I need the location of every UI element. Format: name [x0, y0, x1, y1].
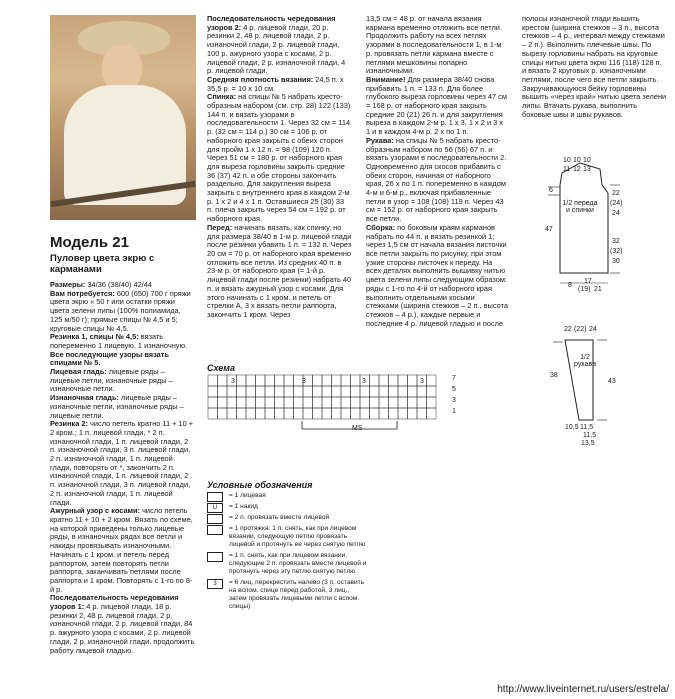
schema-cell — [341, 386, 351, 397]
col2-paragraph-text: начинать вязать, как спинку, но для размера 38/40 в 1-м р. лицевой глади после резинки убавить 1 п. = 132 п. Через 20 см = 70 р. от наборного края временно отложить все петли. Из средних 40 п. в 23-м р. от наборного края (= 1-й р. лицевой глади после резинки) набрать 40 п. и вязать ажурный узор с косами. Для этого начинать с 1 кром. и петель от стрелки А, 3 х вязать петли раппорта, закончить 1 кром. Через — [207, 222, 352, 319]
col1-paragraph-heading: Ажурный узор с косами: — [50, 506, 141, 516]
pattern1-top-5: 12 — [573, 166, 581, 173]
col1-paragraph-heading: Лицевая гладь: — [50, 367, 107, 377]
schema-cell — [256, 397, 266, 408]
schema-cell — [208, 408, 218, 419]
schema-cell — [370, 386, 380, 397]
model-title: Модель 21 — [50, 234, 129, 251]
column-4 — [522, 15, 667, 119]
schema-cell — [218, 375, 228, 386]
schema-cell — [408, 397, 418, 408]
pattern2-top-2: (22) — [574, 326, 587, 333]
schema-cell — [237, 386, 247, 397]
schema-cell — [227, 397, 237, 408]
schema-cell — [398, 386, 408, 397]
schema-cell — [313, 375, 323, 386]
col1-paragraph-text: лицевые ряды – изнаночные петли, изнаночные ряды – лицевые петли. — [50, 393, 184, 420]
col2-paragraph-text: 24,5 п. x 35,5 р. = 10 x 10 см. — [207, 74, 344, 93]
schema-row-3: 3 — [452, 397, 456, 404]
col1-paragraph-heading: Вам потребуется: — [50, 288, 115, 298]
schema-cell — [313, 408, 323, 419]
pattern2-bottom-3: 11,5 — [583, 432, 597, 439]
schema-cell — [417, 386, 427, 397]
pattern1-top-2: 10 — [573, 157, 581, 164]
schema-cell — [332, 375, 342, 386]
pattern1-bottom-4: 21 — [594, 286, 602, 293]
schema-cell-3b: 3 — [302, 378, 306, 385]
col3-paragraph-text: на спицы № 5 набрать кресто-образным набором по 56 (56) 67 п. и вязать узорами в последовательности 2. Одновременно для скосов прибавить с обеих сторон, начиная от наборного края, 26 x по 1 п. попеременно в каждом 4-м и 6-м р., включая прибавленные петли в узор = 108 (108) 119 п. Через 43 см = 152 р. от наборного края закрыть все петли. — [366, 135, 507, 224]
schema-cell — [275, 375, 285, 386]
pattern2-label: 1/2 рукава — [574, 354, 596, 368]
schema-cell — [379, 375, 389, 386]
schema-cell — [256, 408, 266, 419]
col3-paragraph-text: по боковым краям карманов набрать по 44 п. и вязать резинкой 1; через 1,5 см от начала вязания листочки все петли закрыть по рисунку, при этом узкие стороны листочек к переду. На всех деталях выполнить вышивку нитью цвета зелени липы следующим образом: ряды с 1-го по 4-й от наборного края выполнить отдельными косыми стежками (ширина стежков – 2 п., высота стежков – 4 р.), каждые первые и последние 4 р. лицевой гладью и после — [366, 222, 508, 328]
col3-paragraph-heading: Рукава: — [366, 135, 394, 145]
schema-cell — [246, 408, 256, 419]
column-3 — [366, 15, 509, 328]
col2-paragraph-heading: Спинка: — [207, 92, 237, 102]
schema-cell — [370, 408, 380, 419]
schema-cell — [208, 397, 218, 408]
schema-cell — [370, 397, 380, 408]
pattern-front-back — [540, 155, 660, 290]
col3-paragraph — [366, 137, 509, 224]
schema-cell — [265, 375, 275, 386]
schema-cell — [398, 408, 408, 419]
schema-cell — [360, 397, 370, 408]
schema-cell — [256, 386, 266, 397]
schema-cell — [265, 397, 275, 408]
schema-cell — [417, 397, 427, 408]
legend-item — [207, 525, 367, 549]
col1-paragraph — [50, 394, 195, 420]
col1-paragraph — [50, 351, 195, 368]
schema-cell — [303, 408, 313, 419]
pattern1-top-6: 13 — [583, 166, 591, 173]
schema-cell-3d: 3 — [420, 378, 424, 385]
pattern1-right-5: (32) — [610, 248, 623, 255]
pattern2-top-3: 24 — [589, 326, 597, 333]
schema-cell — [408, 408, 418, 419]
pattern2-right: 43 — [608, 378, 616, 385]
schema-cell — [427, 386, 437, 397]
schema-cell — [332, 408, 342, 419]
schema-ms-label: MS — [352, 425, 363, 432]
schema-cell — [389, 375, 399, 386]
legend-symbol-icon — [207, 514, 223, 524]
schema-cell-3c: 3 — [362, 378, 366, 385]
schema-cell — [237, 408, 247, 419]
col1-paragraph — [50, 333, 195, 350]
col1-paragraph-heading: Резинка 2: — [50, 419, 88, 429]
col2-paragraph-heading: Средняя плотность вязания: — [207, 74, 314, 84]
schema-cell — [294, 397, 304, 408]
legend-text: = 1 лицевая — [229, 492, 266, 499]
schema-cell-3a: 3 — [231, 378, 235, 385]
schema-cell — [246, 397, 256, 408]
schema-cell — [379, 386, 389, 397]
col1-paragraph-text: вязать попеременно 1 лицевую, 1 изнаночную. — [50, 332, 188, 350]
schema-cell — [303, 386, 313, 397]
schema-cell — [265, 386, 275, 397]
schema-cell — [370, 375, 380, 386]
col1-paragraph-heading: Последовательность чередования узоров 1: — [50, 593, 179, 612]
pattern1-right-4: 32 — [612, 238, 620, 245]
schema-cell — [313, 397, 323, 408]
col3-paragraph-heading: Внимание! — [366, 74, 406, 84]
schema-cell — [208, 375, 218, 386]
schema-cell — [275, 386, 285, 397]
schema-cell — [417, 408, 427, 419]
col1-paragraph-text: число петель кратно 11 + 10 + 2 кром.; 1 п. лицевой глади, * 2 п. изнаночной глади, 1 п. лицевой глади, 2 п. изнаночной глади, 3 п. лицевой глади, 2 п. изнаночной глади, 1 п. лицевой глади, повторять от *, закончить 2 п. изнаночной глади, 1 п. лицевой глади, 2 п. изнаночной глади, 3 п. лицевой глади, 2 п. изнаночной глади, 1 п. лицевой глади. — [50, 419, 194, 507]
col1-paragraph-heading: Резинка 1, спицы № 4,5: — [50, 332, 139, 342]
schema-cell — [256, 375, 266, 386]
schema-cell — [351, 386, 361, 397]
schema-cell — [341, 408, 351, 419]
pattern1-right-2: (24) — [610, 200, 623, 207]
pattern1-right-6: 30 — [612, 258, 620, 265]
schema-cell — [360, 386, 370, 397]
schema-cell — [408, 375, 418, 386]
schema-chart — [207, 374, 447, 444]
col1-paragraph-heading: Размеры: — [50, 280, 86, 289]
col1-paragraph-text: 4 р. лицевой глади, 18 р. резинки 2, 48 р. лицевой глади, 2 р. изнаночной глади, 2 р. лицевой глади, 84 р. ажурного узора с косами, 2 р. лицевой глади, 2 р. изнаночной глади, продолжить работу лицевой гладью. — [50, 602, 195, 655]
col1-paragraph — [50, 594, 195, 655]
schema-cell — [294, 386, 304, 397]
schema-cell — [246, 386, 256, 397]
col3-paragraph — [366, 76, 509, 137]
pattern2-bottom-4: 13,5 — [581, 440, 595, 447]
pattern1-left-small: 6 — [549, 187, 553, 194]
schema-cell — [275, 397, 285, 408]
schema-cell — [389, 397, 399, 408]
col3-paragraph-text: 13,5 см = 48 р. от начала вязания кармана временно отложить все петли. Продолжить работу на всех петлях узорами в последовательности 1, в 1-м р. провязать петли кармана вместе с петлями мешковины попарно изнаночными. — [366, 14, 502, 76]
col2-paragraph-text: 4 р. лицевой глади, 20 р. резинки 2, 48 р. лицевой глади, 2 р. изнаночной глади, 2 р. лицевой глади, 100 р. ажурного узора с косами, 2 р. лицевой глади, 2 р. изнаночной глади, 4 р. лицевой глади. — [207, 22, 346, 76]
pattern1-bottom-3: (19) — [578, 286, 591, 293]
col1-paragraph-text: лицевые ряды – лицевые петли, изнаночные ряды – изнаночные петли. — [50, 367, 173, 394]
schema-cell — [427, 375, 437, 386]
schema-cell — [389, 386, 399, 397]
pattern2-left: 38 — [550, 372, 558, 379]
schema-cell — [265, 408, 275, 419]
col1-paragraph — [50, 507, 195, 594]
schema-cell — [322, 397, 332, 408]
col2-paragraph — [207, 93, 352, 224]
schema-cell — [227, 386, 237, 397]
col1-paragraph-text: число петель кратно 11 + 10 + 2 кром. Вязать по схеме, на которой приведены только лицевые ряды, в изнаночных рядах все петли и накиды провязывать изнаночными. Начинать с 1 кром. и петель перед раппортом, затем повторять петли раппорта, заканчивать петлями после раппорта и 1 кром. Повторять с 1-го по 8-й р. — [50, 506, 193, 594]
pattern2-bottom-2: 11,5 — [580, 424, 594, 431]
col1-paragraph-text: 600 (650) 700 г пряжи цвета экрю « 50 г или остатки пряжи цвета зелени липы (100% полиамида, 125 м/50 г); прямые спицы № 4,5 и 5; круговые спицы № 4,5. — [50, 288, 191, 333]
legend-text: = 2 п. провязать вместе лицевой — [229, 514, 330, 521]
legend-symbol-icon — [207, 525, 223, 535]
legend-title: Условные обозначения — [207, 480, 313, 490]
column-1 — [50, 281, 195, 655]
schema-cell — [303, 397, 313, 408]
schema-cell — [313, 386, 323, 397]
legend-item — [207, 492, 367, 500]
model-subtitle: Пуловер цвета экрю с карманами — [50, 253, 155, 275]
schema-cell — [322, 386, 332, 397]
schema-cell — [351, 397, 361, 408]
schema-cell — [360, 408, 370, 419]
schema-cell — [237, 397, 247, 408]
col1-paragraph — [50, 420, 195, 507]
pattern1-right-3: 24 — [612, 210, 620, 217]
schema-cell — [408, 386, 418, 397]
col1-paragraph-heading: Все последующие узоры вязать спицами № 5. — [50, 349, 169, 368]
legend-list — [207, 492, 367, 614]
schema-cell — [284, 375, 294, 386]
pattern1-label: 1/2 переда и спинки — [562, 200, 598, 214]
col4-paragraph — [522, 15, 667, 119]
col1-paragraph-heading: Изнаночная гладь: — [50, 393, 119, 403]
schema-cell — [284, 386, 294, 397]
pattern1-bottom-2: 17 — [584, 278, 592, 285]
col1-paragraph — [50, 290, 195, 334]
schema-cell — [237, 375, 247, 386]
col2-paragraph-heading: Перед: — [207, 222, 233, 232]
schema-cell — [341, 397, 351, 408]
col2-paragraph-text: на спицы № 5 набрать кресто-образным набором (см. стр. 28) 122 (133) 144 п. и вязать узорами в последовательности 1. Через 32 см = 114 р. (32 см = 114 р.) 30 см = 106 р. от наборного края закрыть с обеих сторон для пройм 1 x 12 п. = 98 (109) 120 п. Через 51 см = 180 р. от наборного края для выреза горловины закрыть средние 36 (37) 42 п. и обе стороны закончить раздельно. Для закругления выреза закрыть с внутреннего края в каждом 2-м р. 1 x 2 и 4 x 1 п. Оставшиеся 25 (30) 33 п. плеча закрыть через 54 см = 192 р. от наборного края. — [207, 92, 351, 224]
schema-cell — [322, 375, 332, 386]
schema-cell — [227, 408, 237, 419]
schema-cell — [398, 375, 408, 386]
source-url-link[interactable]: http://www.liveinternet.ru/users/estrela/ — [497, 684, 669, 695]
woman-in-hat-photo — [50, 15, 196, 220]
schema-cell — [322, 408, 332, 419]
legend-item — [207, 552, 367, 576]
col2-paragraph — [207, 15, 352, 76]
schema-cell — [284, 408, 294, 419]
schema-cell — [218, 386, 228, 397]
schema-cell — [332, 397, 342, 408]
pattern1-top-1: 10 — [563, 157, 571, 164]
pattern1-right-1: 22 — [612, 190, 620, 197]
pattern1-top-3: 10 — [583, 157, 591, 164]
legend-symbol-icon — [207, 492, 223, 502]
schema-cell — [427, 408, 437, 419]
pattern1-bottom-1: 8 — [568, 282, 572, 289]
legend-text: = 1 протяжка: 1 п. снять, как при лицевом вязании, следующую петлю провязать лицевой и протянуть ее через снятую петлю — [229, 525, 366, 548]
column-2 — [207, 15, 352, 320]
schema-cell — [332, 386, 342, 397]
schema-row-5: 5 — [452, 386, 456, 393]
pattern1-top-4: 11 — [563, 166, 571, 173]
schema-cell — [427, 397, 437, 408]
pattern2-top-1: 22 — [564, 326, 572, 333]
schema-cell — [389, 408, 399, 419]
schema-cell — [218, 397, 228, 408]
col1-paragraph-text: 34/36 (38/40) 42/44 — [85, 280, 152, 289]
schema-cell — [284, 397, 294, 408]
col3-paragraph-text: Для размера 38/40 снова прибавить 1 п. = 133 п. Для более глубокого выреза горловины через 47 см = 168 р. от наборного края закрыть средние 20 (21) 26 п. и для закругления выреза в каждом 2-м р. 1 x 3, 1 x 2 и 3 x 1 и в каждом 4-м р. 2 x по 1 п. — [366, 74, 507, 137]
legend-text: = 1 п. снять, как при лицевом вязании, следующие 2 п. провязать вместе лицевой и протянуть через эту петлю снятую петлю — [229, 552, 367, 575]
legend-symbol-icon — [207, 552, 223, 562]
schema-cell — [341, 375, 351, 386]
schema-cell — [351, 408, 361, 419]
legend-symbol-icon: U — [207, 503, 223, 513]
col2-paragraph — [207, 76, 352, 93]
schema-cell — [218, 408, 228, 419]
col3-paragraph-heading: Сборка: — [366, 222, 396, 232]
schema-cell — [246, 375, 256, 386]
col2-paragraph — [207, 224, 352, 320]
col3-paragraph — [366, 224, 509, 328]
col4-paragraph-text: полосы изнаночной глади вышить крестом (ширина стежков – 3 п., высота стежков – 4 р., интервал между стежками – 2 п.). Выполнить плечевые швы. По вырезу горловины набрать на круговые спицы нитью цвета экрю 116 (118) 128 п. и вязать 2 круговых р. изнаночными петлями, после чего все петли закрыть. Закручивающуюся бейку горловины вышить «через край» нитью цвета зелени липы. Втачать рукава, выполнить боковые швы и швы рукавов. — [522, 14, 667, 119]
schema-cell — [379, 408, 389, 419]
legend-item — [207, 579, 367, 611]
schema-cell — [208, 386, 218, 397]
schema-cell — [275, 408, 285, 419]
pattern-sleeve — [545, 330, 655, 445]
schema-ms-bracket — [302, 421, 397, 429]
legend-item — [207, 514, 367, 522]
schema-cell — [379, 397, 389, 408]
schema-cell — [351, 375, 361, 386]
col1-paragraph — [50, 368, 195, 394]
schema-row-1: 1 — [452, 408, 456, 415]
legend-symbol-icon: 3 — [207, 579, 223, 589]
schema-cell — [294, 408, 304, 419]
schema-cell — [398, 397, 408, 408]
legend-text: = 6 лиц. перекрестить налево (3 п. оставить на вспом. спице перед работой, 3 лиц., затем провязать лицевыми петли с вспом. спицы) — [229, 579, 365, 610]
schema-row-7: 7 — [452, 375, 456, 382]
pattern1-left-total: 47 — [545, 226, 553, 233]
col3-paragraph — [366, 15, 509, 76]
pattern2-bottom-1: 10,5 — [565, 424, 579, 431]
legend-text: = 1 накид — [229, 503, 258, 510]
legend-item — [207, 503, 367, 511]
col2-paragraph-heading: Последовательность чередования узоров 2: — [207, 14, 336, 32]
schema-title: Схема — [207, 363, 235, 373]
